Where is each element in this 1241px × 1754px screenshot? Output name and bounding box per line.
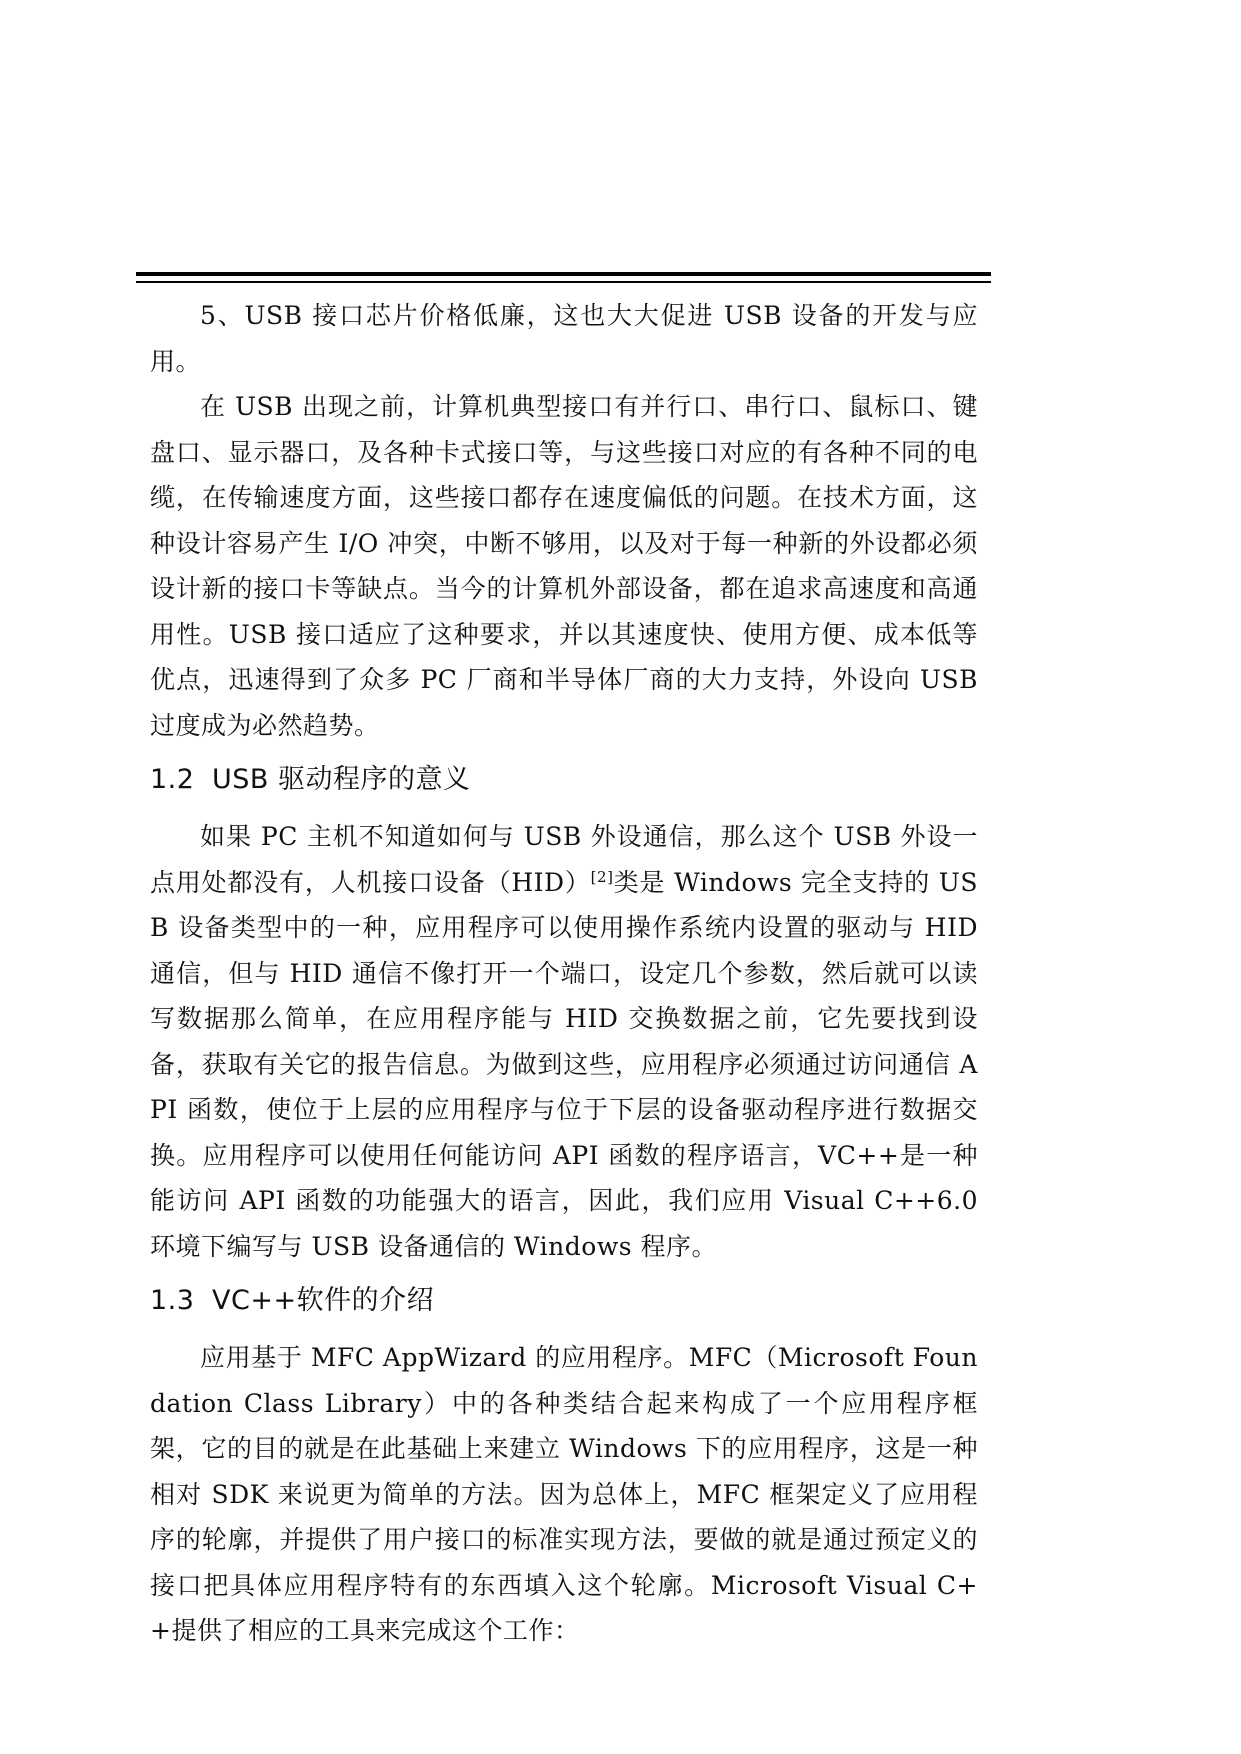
page-body [150,293,978,1654]
header-rule-thin [136,281,991,283]
header-rule-thick [136,272,991,276]
paragraph-usb-history: 在 USB 出现之前，计算机典型接口有并行口、串行口、鼠标口、键盘口、显示器口，及各种卡式接口等，与这些接口对应的有各种不同的电缆，在传输速度方面，这些接口都存在速度偏低的问题。在技术方面，这种设计容易产生 I/O 冲突，中断不够用，以及对于每一种新的外设都必须设计新的接口卡等缺点。当今的计算机外部设备，都在追求高速度和高通用性。USB 接口适应了这种要求，并以其速度快、使用方便、成本低等优点，迅速得到了众多 PC 厂商和半导体厂商的大力支持，外设向 USB 过度成为必然趋势。 [150,392,978,740]
paragraph-text-part1: 如果 PC 主机不知道如何与 USB 外设通信，那么这个 USB 外设一点用处都没有，人机接口设备（HID） [150,822,978,897]
paragraph-vc-intro: 应用基于 MFC AppWizard 的应用程序。MFC（Microsoft Foundation Class Library）中的各种类结合起来构成了一个应用程序框架，它的目的就是在此基础上来建立 Windows 下的应用程序，这是一种相对 SDK 来说更为简单的方法。因为总体上，MFC 框架定义了应用程序的轮廓，并提供了用户接口的标准实现方法，要做的就是通过预定义的接口把具体应用程序特有的东西填入这个轮廓。Microsoft Visual C++提供了相应的工具来完成这个工作： [150,1343,978,1645]
section-title: VC++软件的介绍 [212,1285,435,1316]
paragraph-usb-driver-significance [150,814,978,1269]
section-heading-1-3 [150,1281,978,1321]
citation-ref: [2] [590,867,614,886]
section-number: 1.3 [150,1285,195,1316]
paragraph-text-part2: 类是 Windows 完全支持的 USB 设备类型中的一种，应用程序可以使用操作系统内设置的驱动与 HID 通信，但与 HID 通信不像打开一个端口，设定几个参数，然后就可以读写数据那么简单，在应用程序能与 HID 交换数据之前，它先要找到设备，获取有关它的报告信息。为做到这些，应用程序必须通过访问通信 API 函数，使位于上层的应用程序与位于下层的设备驱动程序进行数据交换。应用程序可以使用任何能访问 API 函数的程序语言，VC++是一种能访问 API 函数的功能强大的语言，因此，我们应用 Visual C++6.0 环境下编写与 USB 设备通信的 Windows 程序。 [150,867,978,1261]
list-item-5: 5、USB 接口芯片价格低廉，这也大大促进 USB 设备的开发与应用。 [150,301,978,376]
section-number: 1.2 [150,764,195,795]
section-heading-1-2 [150,760,978,800]
section-title: USB 驱动程序的意义 [212,764,471,795]
